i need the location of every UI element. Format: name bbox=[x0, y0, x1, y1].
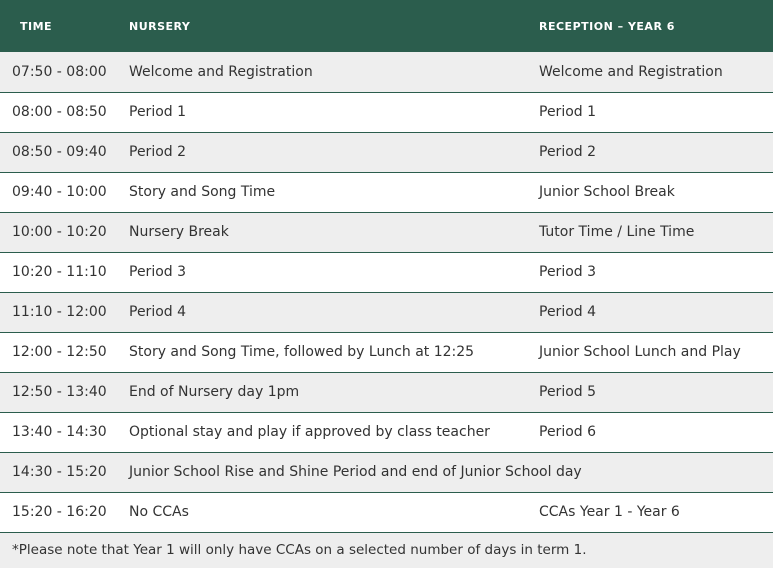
footnote-row bbox=[0, 532, 773, 568]
time-cell: 14:30 - 15:20 bbox=[12, 464, 107, 480]
nursery-cell: Story and Song Time, followed by Lunch at 12:25 bbox=[129, 344, 475, 360]
time-cell: 13:40 - 14:30 bbox=[12, 424, 107, 440]
timetable-body bbox=[0, 52, 773, 568]
reception-cell: Period 5 bbox=[539, 384, 597, 400]
table-row bbox=[0, 252, 773, 292]
time-cell: 11:10 - 12:00 bbox=[12, 304, 107, 320]
table-row bbox=[0, 492, 773, 532]
table-row bbox=[0, 92, 773, 132]
reception-cell: Period 4 bbox=[539, 304, 597, 320]
reception-cell: Junior School Lunch and Play bbox=[539, 344, 741, 360]
time-cell: 08:50 - 09:40 bbox=[12, 144, 107, 160]
reception-cell: Junior School Break bbox=[539, 184, 675, 200]
nursery-cell: End of Nursery day 1pm bbox=[129, 384, 300, 400]
time-cell: 08:00 - 08:50 bbox=[12, 104, 107, 120]
time-cell: 10:20 - 11:10 bbox=[12, 264, 107, 280]
table-row bbox=[0, 452, 773, 492]
column-header-reception: RECEPTION – YEAR 6 bbox=[539, 19, 675, 33]
reception-cell: Welcome and Registration bbox=[539, 63, 723, 80]
reception-cell: Period 3 bbox=[539, 264, 597, 280]
time-cell: 07:50 - 08:00 bbox=[12, 63, 107, 80]
table-row bbox=[0, 412, 773, 452]
nursery-cell: Optional stay and play if approved by class teacher bbox=[129, 424, 490, 440]
reception-cell: Tutor Time / Line Time bbox=[539, 224, 695, 240]
table-row bbox=[0, 132, 773, 172]
table-row bbox=[0, 292, 773, 332]
table-row bbox=[0, 212, 773, 252]
nursery-cell: No CCAs bbox=[129, 504, 189, 520]
timetable-header bbox=[0, 0, 773, 52]
nursery-cell: Welcome and Registration bbox=[129, 63, 313, 80]
table-row bbox=[0, 332, 773, 372]
column-header-time: TIME bbox=[20, 19, 53, 33]
reception-cell: Period 1 bbox=[539, 104, 597, 120]
nursery-cell: Period 2 bbox=[129, 144, 187, 160]
table-row bbox=[0, 372, 773, 412]
time-cell: 15:20 - 16:20 bbox=[12, 504, 107, 520]
nursery-cell: Period 4 bbox=[129, 304, 187, 320]
column-header-nursery: NURSERY bbox=[129, 19, 191, 33]
time-cell: 12:50 - 13:40 bbox=[12, 384, 107, 400]
nursery-cell: Period 1 bbox=[129, 104, 187, 120]
reception-cell: Period 6 bbox=[539, 424, 597, 440]
nursery-cell: Nursery Break bbox=[129, 224, 229, 240]
table-row bbox=[0, 172, 773, 212]
time-cell: 09:40 - 10:00 bbox=[12, 184, 107, 200]
nursery-cell: Period 3 bbox=[129, 264, 187, 280]
footnote: *Please note that Year 1 will only have CCAs on a selected number of days in term 1. bbox=[12, 542, 587, 559]
merged-cell: Junior School Rise and Shine Period and end of Junior School day bbox=[129, 464, 582, 480]
time-cell: 10:00 - 10:20 bbox=[12, 224, 107, 240]
time-cell: 12:00 - 12:50 bbox=[12, 344, 107, 360]
nursery-cell: Story and Song Time bbox=[129, 184, 276, 200]
reception-cell: Period 2 bbox=[539, 144, 597, 160]
table-row bbox=[0, 52, 773, 92]
reception-cell: CCAs Year 1 - Year 6 bbox=[539, 504, 680, 520]
header-row bbox=[0, 0, 773, 52]
